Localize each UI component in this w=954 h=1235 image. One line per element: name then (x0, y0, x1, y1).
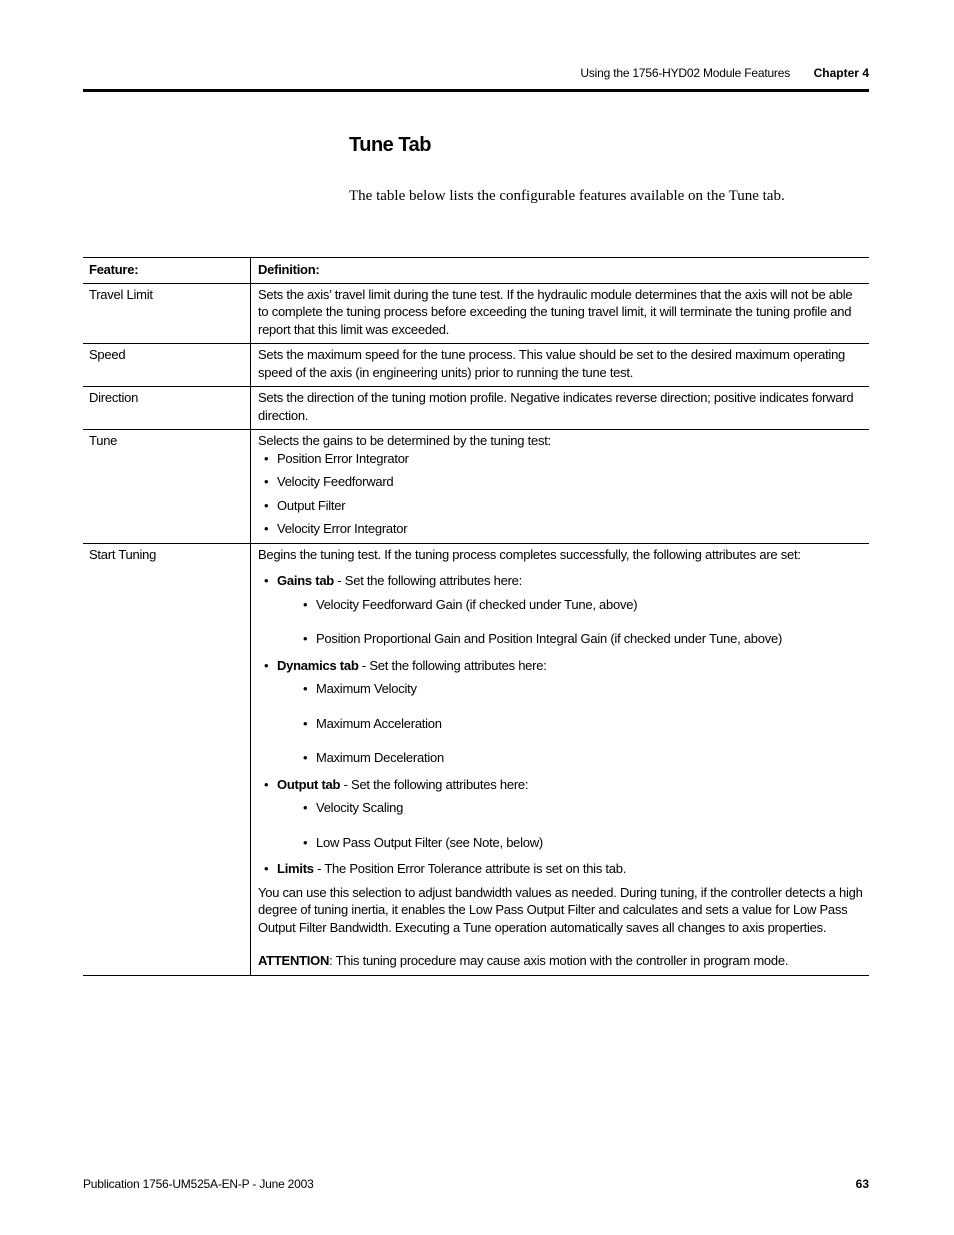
definition-cell: Sets the axis’ travel limit during the tune test. If the hydraulic module determines that the axis will not be able to complete the tuning process before exceeding the tuning travel limit, it will terminate the tuning profile and report that this limit was exceeded. (258, 286, 853, 337)
page-title: Tune Tab (349, 134, 431, 156)
note-paragraph: You can use this selection to adjust bandwidth values as needed. During tuning, if the controller detects a high degree of tuning inertia, it enables the Low Pass Output Filter and calculates and sets a value for Low Pass Output Filter Bandwidth. Executing a Tune operation automatically saves all changes to axis properties. (258, 884, 863, 935)
list-item (258, 657, 863, 767)
feature-cell: Travel Limit (83, 284, 251, 344)
table-row (83, 429, 869, 543)
sub-list (277, 680, 863, 767)
group-label: Limits (277, 861, 314, 876)
group-text: - Set the following attributes here: (334, 573, 523, 588)
attention-paragraph (258, 952, 863, 970)
group-label: Gains tab (277, 573, 334, 588)
definition-cell: Sets the maximum speed for the tune process. This value should be set to the desired maximum operating speed of the axis (in engineering units) prior to running the tune test. (258, 347, 846, 380)
table-row (83, 543, 869, 975)
group-text: - Set the following attributes here: (340, 776, 529, 792)
header-feature: Feature: (83, 258, 251, 283)
list-item: • Velocity Scaling (297, 799, 863, 817)
definition-text: Selects the gains to be determined by the tuning test: (258, 433, 551, 448)
features-table (83, 257, 869, 976)
definition-cell: Sets the direction of the tuning motion profile. Negative indicates reverse direction; positive indicates forward direction. (258, 390, 854, 423)
attention-text: : This tuning procedure may cause axis motion with the controller in program mode. (329, 953, 789, 968)
definition-text: Begins the tuning test. If the tuning process completes successfully, the following attributes are set: (258, 546, 801, 562)
group-text: - Set the following attributes here: (358, 657, 547, 673)
list-item: • Maximum Acceleration (297, 715, 863, 733)
tune-gains-list (258, 450, 863, 538)
list-item: • Velocity Error Integrator (258, 520, 863, 538)
list-item: • Low Pass Output Filter (see Note, below) (297, 834, 863, 852)
list-item: • Maximum Velocity (297, 680, 863, 698)
attribute-groups-list (258, 572, 863, 878)
definition-cell (251, 430, 869, 543)
list-item: • Velocity Feedforward Gain (if checked under Tune, above) (297, 596, 863, 614)
intro-paragraph: The table below lists the configurable features available on the Tune tab. (349, 188, 785, 204)
list-item: • Position Error Integrator (258, 450, 863, 468)
feature-cell: Speed (83, 344, 251, 386)
feature-cell: Start Tuning (83, 544, 251, 975)
header-definition: Definition: (258, 262, 320, 277)
list-item (258, 860, 863, 878)
footer-publication: Publication 1756-UM525A-EN-P - June 2003 (83, 1177, 314, 1191)
table-row (83, 284, 869, 344)
list-item (258, 776, 863, 852)
attention-label: ATTENTION (258, 953, 330, 968)
group-text: - The Position Error Tolerance attribute is set on this tab. (313, 861, 627, 876)
list-item (258, 572, 863, 648)
definition-cell (251, 544, 869, 975)
table-row (83, 386, 869, 429)
feature-cell: Direction (83, 387, 251, 429)
sub-list (277, 799, 863, 851)
group-label: Dynamics tab (277, 657, 359, 673)
header-rule (83, 89, 869, 92)
group-label: Output tab (277, 776, 341, 792)
page-header (83, 66, 869, 86)
page-number: 63 (855, 1177, 869, 1191)
feature-cell: Tune (83, 430, 251, 543)
table-header-row (83, 258, 869, 284)
sub-list (277, 596, 863, 648)
list-item: • Velocity Feedforward (258, 473, 863, 491)
list-item: • Maximum Deceleration (297, 749, 863, 767)
header-section-title: Using the 1756-HYD02 Module Features (580, 66, 790, 80)
table-row (83, 343, 869, 386)
header-chapter: Chapter 4 (813, 66, 869, 80)
list-item: • Position Proportional Gain and Position Integral Gain (if checked under Tune, above) (297, 630, 863, 648)
list-item: • Output Filter (258, 497, 863, 515)
